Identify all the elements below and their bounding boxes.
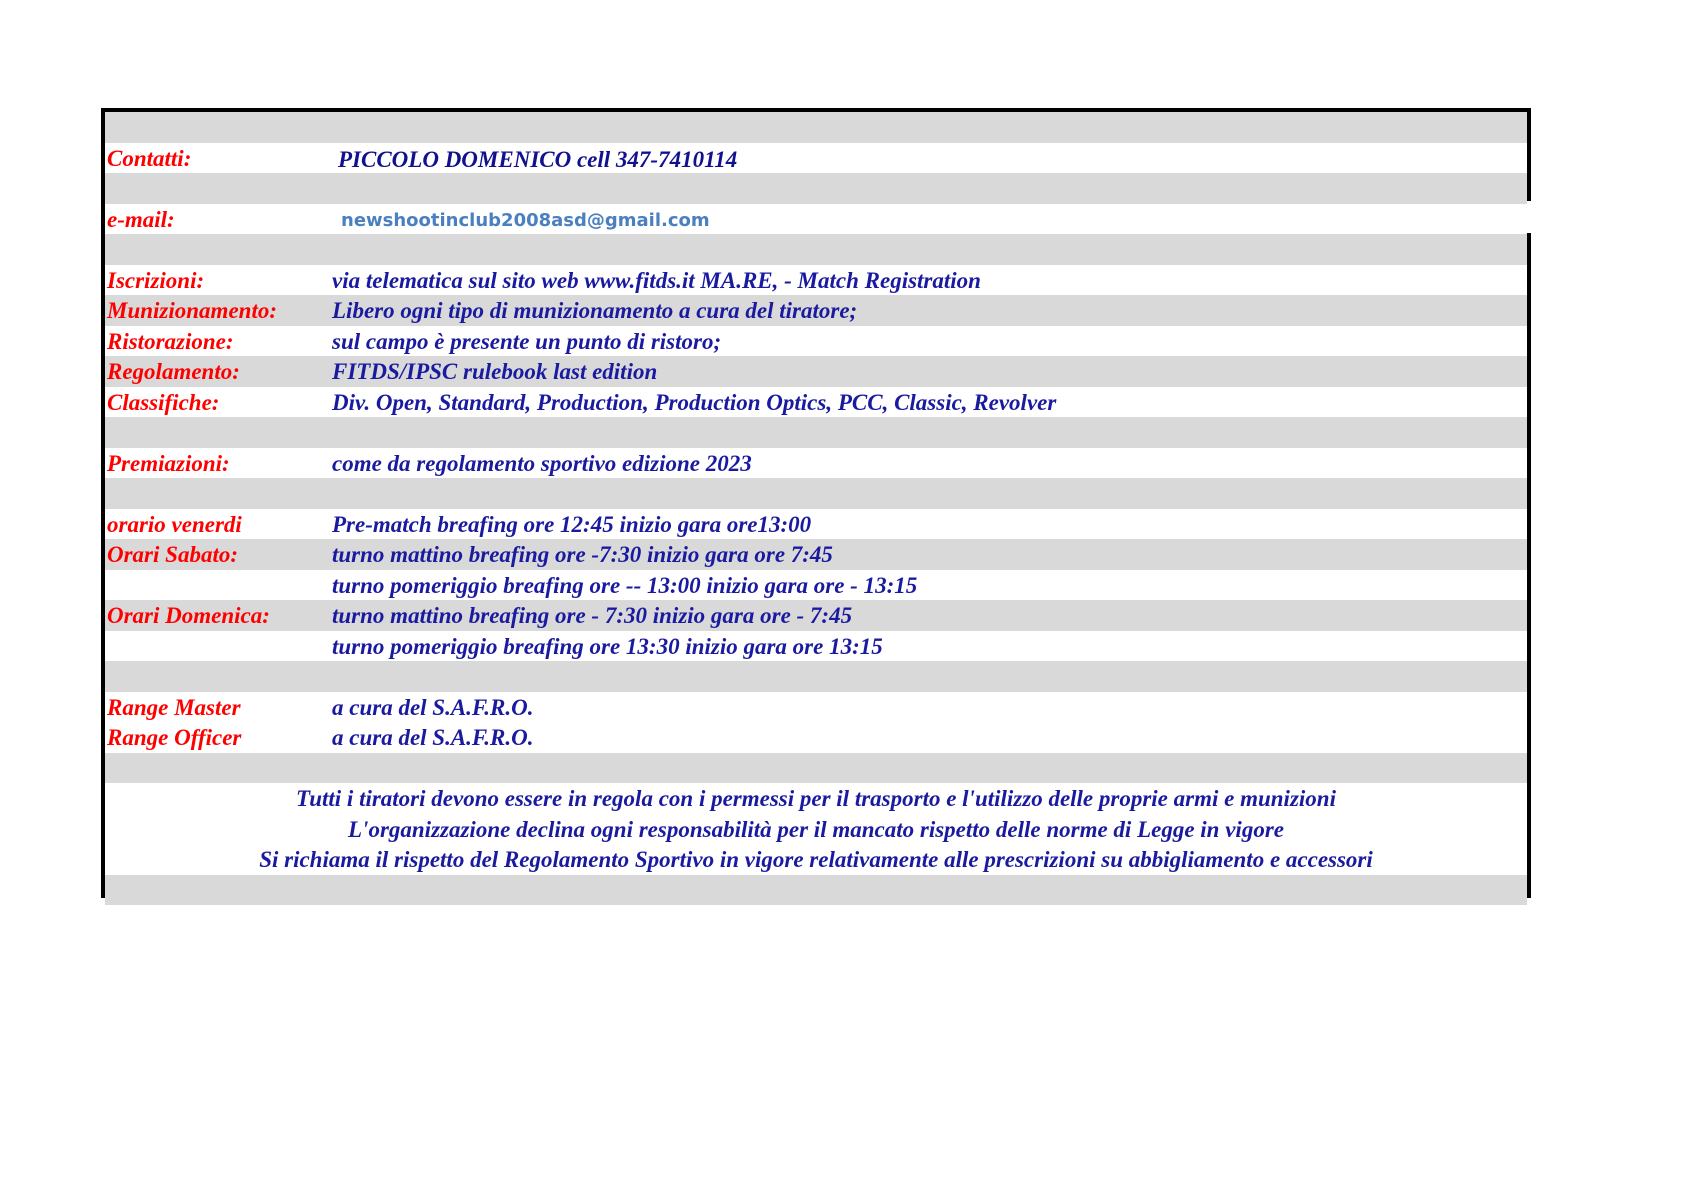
schedule-value: turno pomeriggio breafing ore 13:30 inizio gara ore 13:15 (332, 633, 883, 659)
info-label: Munizionamento: (107, 298, 277, 323)
email-row (105, 204, 1527, 235)
schedule-value: turno mattino breafing ore - 7:30 inizio gara ore - 7:45 (332, 603, 853, 628)
info-row-iscrizioni (105, 265, 1527, 296)
info-label: Iscrizioni: (107, 267, 205, 293)
range-value: a cura del S.A.F.R.O. (332, 694, 534, 720)
schedule-row-saturday-morning (105, 539, 1527, 570)
range-label: Range Officer (107, 725, 242, 750)
contacts-value: PICCOLO DOMENICO cell 347-7410114 (338, 146, 738, 172)
range-label: Range Master (107, 694, 241, 720)
spacer-row (105, 417, 1527, 448)
range-officer-row (105, 722, 1527, 753)
schedule-label: orario venerdi (107, 511, 242, 537)
schedule-row-sunday-morning (105, 600, 1527, 631)
info-label: Ristorazione: (107, 328, 234, 354)
spacer-row (105, 173, 1527, 204)
spacer-row (105, 478, 1527, 509)
spacer-row (105, 753, 1527, 784)
schedule-label: Orari Domenica: (107, 603, 270, 628)
info-value: via telematica sul sito web www.fitds.it MA.RE, - Match Registration (332, 267, 981, 293)
schedule-value: turno mattino breafing ore -7:30 inizio gara ore 7:45 (332, 542, 833, 567)
schedule-label: Orari Sabato: (107, 542, 238, 567)
schedule-value: Pre-match breafing ore 12:45 inizio gara ore13:00 (332, 511, 812, 537)
awards-value: come da regolamento sportivo edizione 2023 (332, 450, 752, 476)
spacer-row (105, 661, 1527, 692)
range-master-row (105, 692, 1527, 723)
info-label: Classifiche: (107, 389, 220, 415)
note-row (105, 783, 1527, 814)
schedule-row-friday (105, 509, 1527, 540)
spacer-row (105, 234, 1527, 265)
awards-label: Premiazioni: (107, 450, 230, 476)
range-value: a cura del S.A.F.R.O. (332, 725, 534, 750)
info-label: Regolamento: (107, 359, 240, 384)
awards-row (105, 448, 1527, 479)
spacer-row (105, 875, 1527, 906)
info-row-munizionamento (105, 295, 1527, 326)
note-row (105, 814, 1527, 845)
spacer-row (105, 112, 1527, 143)
info-value: Div. Open, Standard, Production, Production Optics, PCC, Classic, Revolver (332, 389, 1057, 415)
info-row-regolamento (105, 356, 1527, 387)
schedule-row-sunday-afternoon (105, 631, 1527, 662)
info-value: FITDS/IPSC rulebook last edition (332, 359, 658, 384)
email-label: e-mail: (107, 206, 175, 232)
email-link[interactable]: newshootinclub2008asd@gmail.com (341, 209, 710, 231)
info-row-ristorazione (105, 326, 1527, 357)
event-info-sheet (101, 108, 1531, 898)
note-row (105, 844, 1527, 875)
schedule-value: turno pomeriggio breafing ore -- 13:00 inizio gara ore - 13:15 (332, 572, 918, 598)
note-text: Si richiama il rispetto del Regolamento Sportivo in vigore relativamente alle prescrizioni su abbigliamento e accessori (259, 847, 1373, 872)
contacts-row (105, 143, 1527, 174)
note-text: Tutti i tiratori devono essere in regola con i permessi per il trasporto e l'utilizzo delle proprie armi e munizioni (296, 786, 1336, 811)
note-text: L'organizzazione declina ogni responsabilità per il mancato rispetto delle norme di Legge in vigore (348, 816, 1284, 842)
contacts-label: Contatti: (107, 145, 192, 171)
info-value: Libero ogni tipo di munizionamento a cura del tiratore; (332, 298, 858, 323)
schedule-row-saturday-afternoon (105, 570, 1527, 601)
info-row-classifiche (105, 387, 1527, 418)
info-value: sul campo è presente un punto di ristoro; (332, 328, 722, 354)
